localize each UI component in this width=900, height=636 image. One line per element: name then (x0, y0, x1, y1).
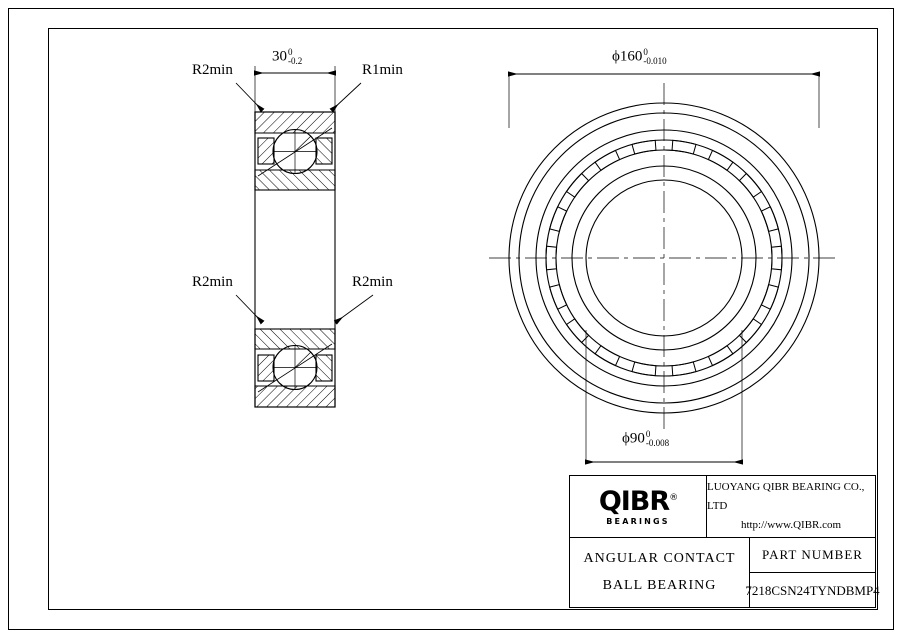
product-description-line2: BALL BEARING (602, 578, 717, 593)
dimension-bore-diameter (622, 430, 669, 448)
dimension-bore-upper: 0 (645, 429, 651, 439)
dimension-bore-value: 90 (629, 430, 645, 447)
label-r2min-top-left: R2min (192, 62, 233, 78)
dimension-width-value: 30 (272, 48, 287, 65)
product-description-line1: ANGULAR CONTACT (583, 551, 736, 567)
part-number-block (745, 538, 880, 608)
label-r2min-bottom-left: R2min (192, 274, 233, 290)
dimension-width-lower: -0.2 (288, 56, 303, 66)
company-website[interactable]: http://www.QIBR.com (740, 518, 842, 531)
diameter-symbol-bore: ϕ (622, 430, 630, 447)
part-number-value: 7218CSN24TYNDBMP4 (745, 582, 880, 598)
logo-word: QIBR (598, 485, 670, 517)
title-block-header (570, 476, 875, 538)
company-name: LUOYANG QIBR BEARING CO., LTD (707, 481, 865, 513)
dimension-bore-lower: -0.008 (645, 438, 670, 448)
logo-text (598, 485, 678, 517)
product-description (570, 538, 750, 608)
dimension-outer-diameter (612, 48, 667, 66)
title-block (569, 475, 880, 608)
diameter-symbol-od: ϕ (612, 48, 620, 65)
dimension-od-lower: -0.010 (643, 56, 667, 66)
registered-trademark-icon: ® (669, 492, 678, 503)
title-block-body (570, 538, 880, 608)
company-logo (570, 476, 707, 537)
dimension-od-upper: 0 (643, 47, 648, 57)
dimension-width-upper: 0 (288, 47, 293, 57)
company-info (707, 476, 875, 537)
label-r2min-bottom-right: R2min (352, 274, 393, 290)
logo-tagline: BEARINGS (606, 516, 670, 526)
dimension-width (272, 48, 302, 66)
label-r1min-top-right: R1min (362, 62, 403, 78)
dimension-od-value: 160 (619, 48, 643, 65)
part-number-title: PART NUMBER (750, 538, 875, 573)
